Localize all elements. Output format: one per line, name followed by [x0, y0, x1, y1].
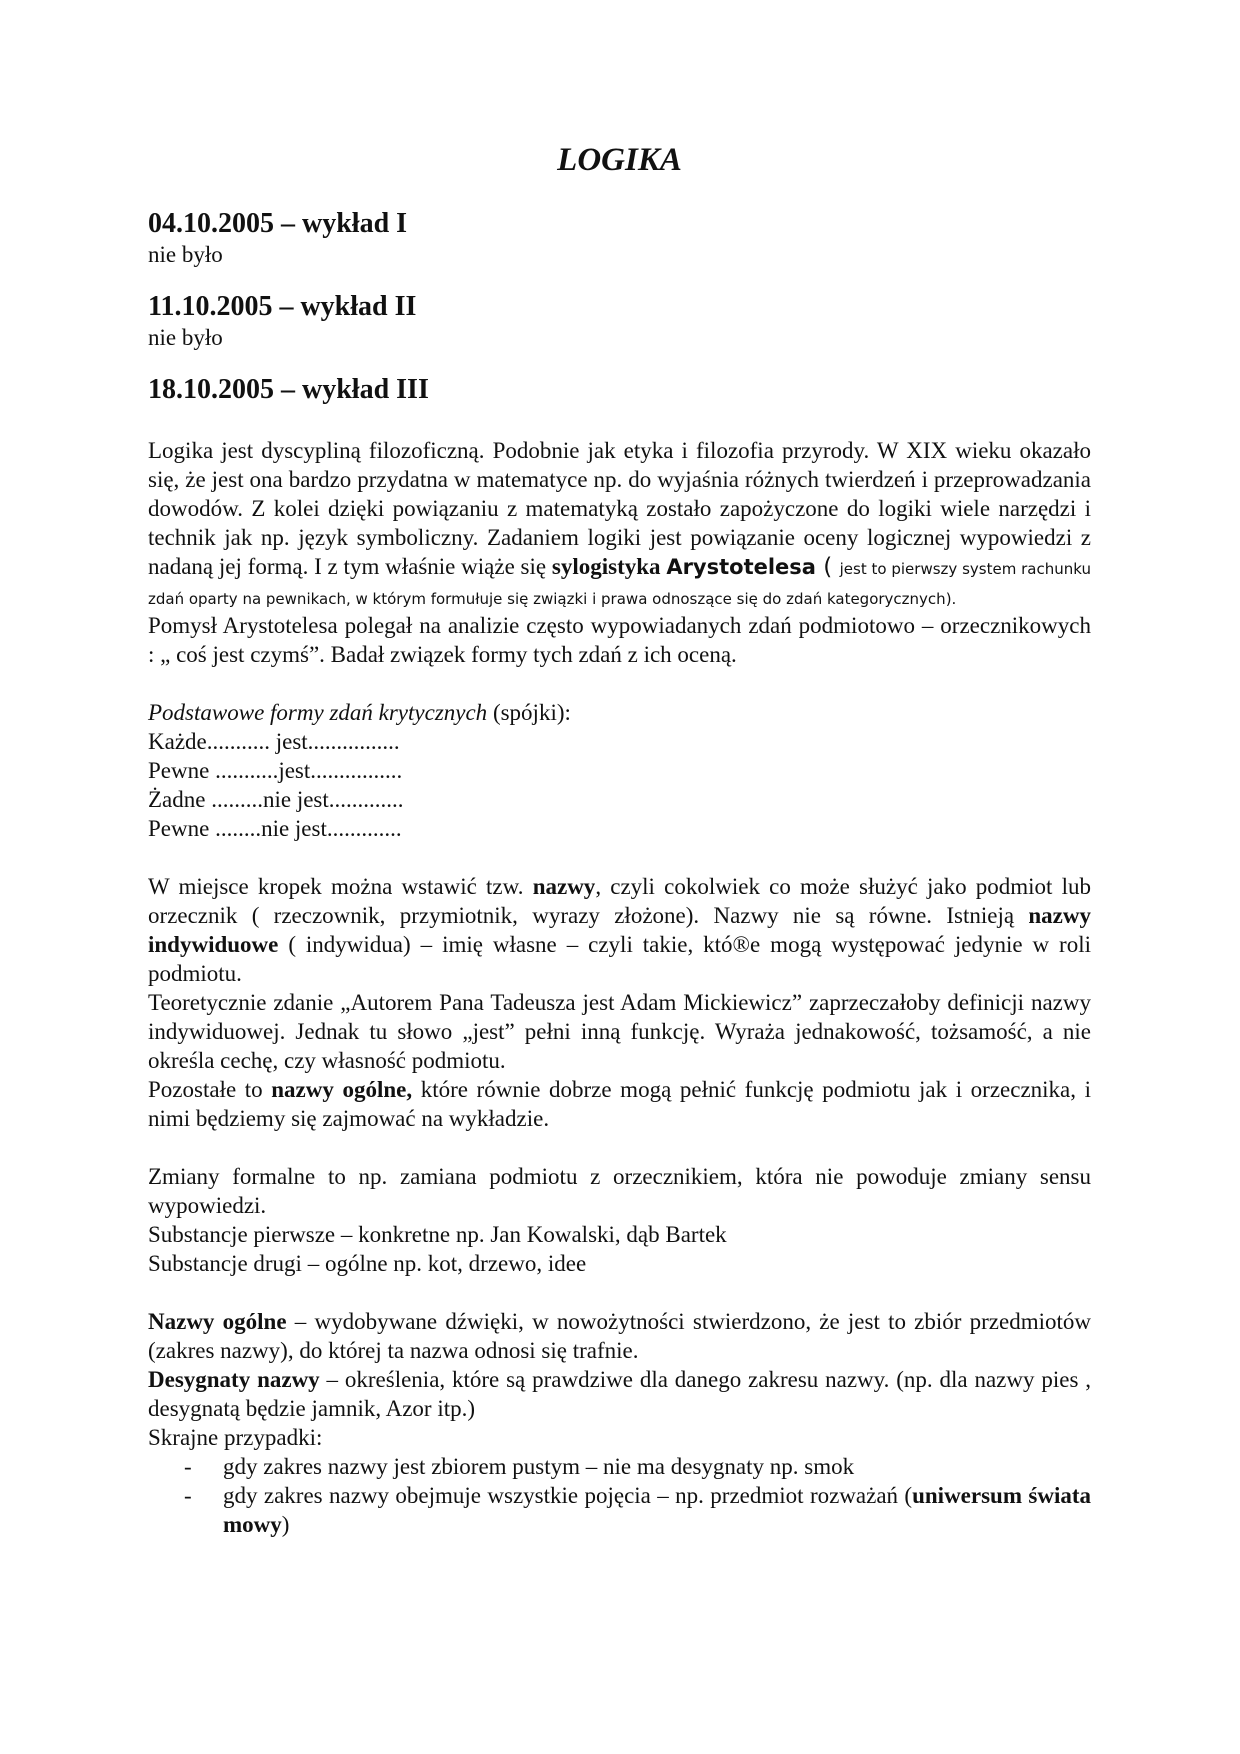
extreme-cases-list [148, 1452, 1091, 1539]
document-content [148, 140, 1091, 1539]
forms-heading-italic: Podstawowe formy zdań krytycznych [148, 700, 488, 725]
lecture-1-heading: 04.10.2005 – wykład I [148, 208, 408, 239]
form-line: Pewne ........nie jest............. [148, 816, 402, 841]
extreme-cases-heading: Skrajne przypadki: [148, 1425, 323, 1450]
form-line: Pewne ...........jest................ [148, 758, 403, 783]
lecture-2-note: nie było [148, 325, 223, 350]
intro-paragraph [148, 436, 1091, 611]
spacer [148, 669, 1091, 698]
list-item-text: gdy zakres nazwy obejmuje wszystkie pojęcia – np. przedmiot rozważań ( [223, 1483, 913, 1508]
dash-bullet: - [184, 1483, 192, 1508]
names-text: Pozostałe to [148, 1077, 272, 1102]
form-line: Żadne .........nie jest............. [148, 787, 404, 812]
lecture-1-note: nie było [148, 242, 223, 267]
term-nazwy-ogolne: nazwy ogólne, [271, 1077, 413, 1102]
term-nazwy-indywiduowe: nazwy indywiduowe [148, 903, 1091, 957]
term-desygnaty-nazwy: Desygnaty nazwy [148, 1367, 320, 1392]
forms-heading-rest: (spójki): [487, 700, 571, 725]
spacer [148, 1133, 1091, 1162]
list-item-text: ) [281, 1512, 290, 1537]
term-arystotelesa: Arystotelesa [666, 555, 816, 579]
designata-definition [148, 1365, 1091, 1423]
substances-first-line: Substancje pierwsze – konkretne np. Jan Kowalski, dąb Bartek [148, 1222, 727, 1247]
definition-text: – określenia, które są prawdziwe dla danego zakresu nazwy. (np. dla nazwy pies , desygnatą będzie jamnik, Azor itp.) [148, 1367, 1091, 1421]
lecture-3-heading: 18.10.2005 – wykład III [148, 374, 429, 405]
lecture-2-heading: 11.10.2005 – wykład II [148, 291, 417, 322]
general-names-paragraph [148, 1075, 1091, 1133]
general-names-definition [148, 1307, 1091, 1365]
formal-changes-paragraph: Zmiany formalne to np. zamiana podmiotu z orzecznikiem, która nie powoduje zmiany sensu wypowiedzi. [148, 1164, 1091, 1218]
intro-text: Logika jest dyscypliną filozoficzną. Podobnie jak etyka i filozofia przyrody. W XIX wieku okazało się, że jest ona bardzo przydatna w matematyce np. do wyjaśnia różnych twierdzeń i przeprowadzania dowodów. Z kolei dzięki powiązaniu z matematyką zostało zapożyczone do logiki wiele narzędzi i technik jak np. język symboliczny. Zadaniem logiki jest powiązanie oceny logicznej wypowiedzi z nadaną jej formą. I z tym właśnie wiąże się [148, 438, 1091, 579]
document-title: LOGIKA [557, 142, 682, 178]
names-paragraph [148, 872, 1091, 988]
form-line: Każde........... jest................ [148, 729, 400, 754]
names-text: , czyli cokolwiek co może służyć jako podmiot lub orzecznik ( rzeczownik, przymiotnik, wyrazy złożone). Nazwy nie są równe. Istnieją [148, 874, 1092, 928]
term-uniwersum: uniwersum świata mowy [223, 1483, 1091, 1537]
names-text: które równie dobrze mogą pełnić funkcję podmiotu jak i orzecznika, i nimi będziemy się zajmować na wykładzie. [148, 1077, 1092, 1131]
intro-paren: ( [815, 554, 840, 580]
term-nazwy: nazwy [532, 874, 596, 899]
forms-heading [148, 698, 1091, 727]
names-text: ( indywidua) – imię własne – czyli takie, któ®e mogą występować jedynie w roli podmiotu. [148, 932, 1091, 986]
list-item-text: gdy zakres nazwy jest zbiorem pustym – nie ma desygnaty np. smok [223, 1454, 855, 1479]
names-text: W miejsce kropek można wstawić tzw. [148, 874, 533, 899]
spacer [148, 843, 1091, 872]
list-item [148, 1481, 1091, 1539]
definition-text: – wydobywane dźwięki, w nowożytności stwierdzono, że jest to zbiór przedmiotów (zakres nazwy), do której ta nazwa odnosi się trafnie. [148, 1309, 1091, 1363]
list-item [148, 1452, 1091, 1481]
term-nazwy-ogolne: Nazwy ogólne [148, 1309, 287, 1334]
term-sylogistyka: sylogistyka [551, 554, 661, 579]
aristotle-paragraph: Pomysł Arystotelesa polegał na analizie często wypowiadanych zdań podmiotowo – orzecznikowych : „ coś jest czymś”. Badał związek formy tych zdań z ich oceną. [148, 613, 1091, 667]
mickiewicz-paragraph: Teoretycznie zdanie „Autorem Pana Tadeusza jest Adam Mickiewicz” zaprzeczałoby definicji nazwy indywiduowej. Jednak tu słowo „jest” pełni inną funkcję. Wyraża jednakowość, tożsamość, a nie określa cechę, czy własność podmiotu. [148, 990, 1091, 1073]
dash-bullet: - [184, 1454, 192, 1479]
substances-second-line: Substancje drugi – ogólne np. kot, drzewo, idee [148, 1251, 587, 1276]
intro-small-note: jest to pierwszy system rachunku zdań oparty na pewnikach, w którym formułuje się związki i prawa odnoszące się do zdań kategorycznych). [148, 560, 1091, 608]
spacer [148, 1278, 1091, 1307]
